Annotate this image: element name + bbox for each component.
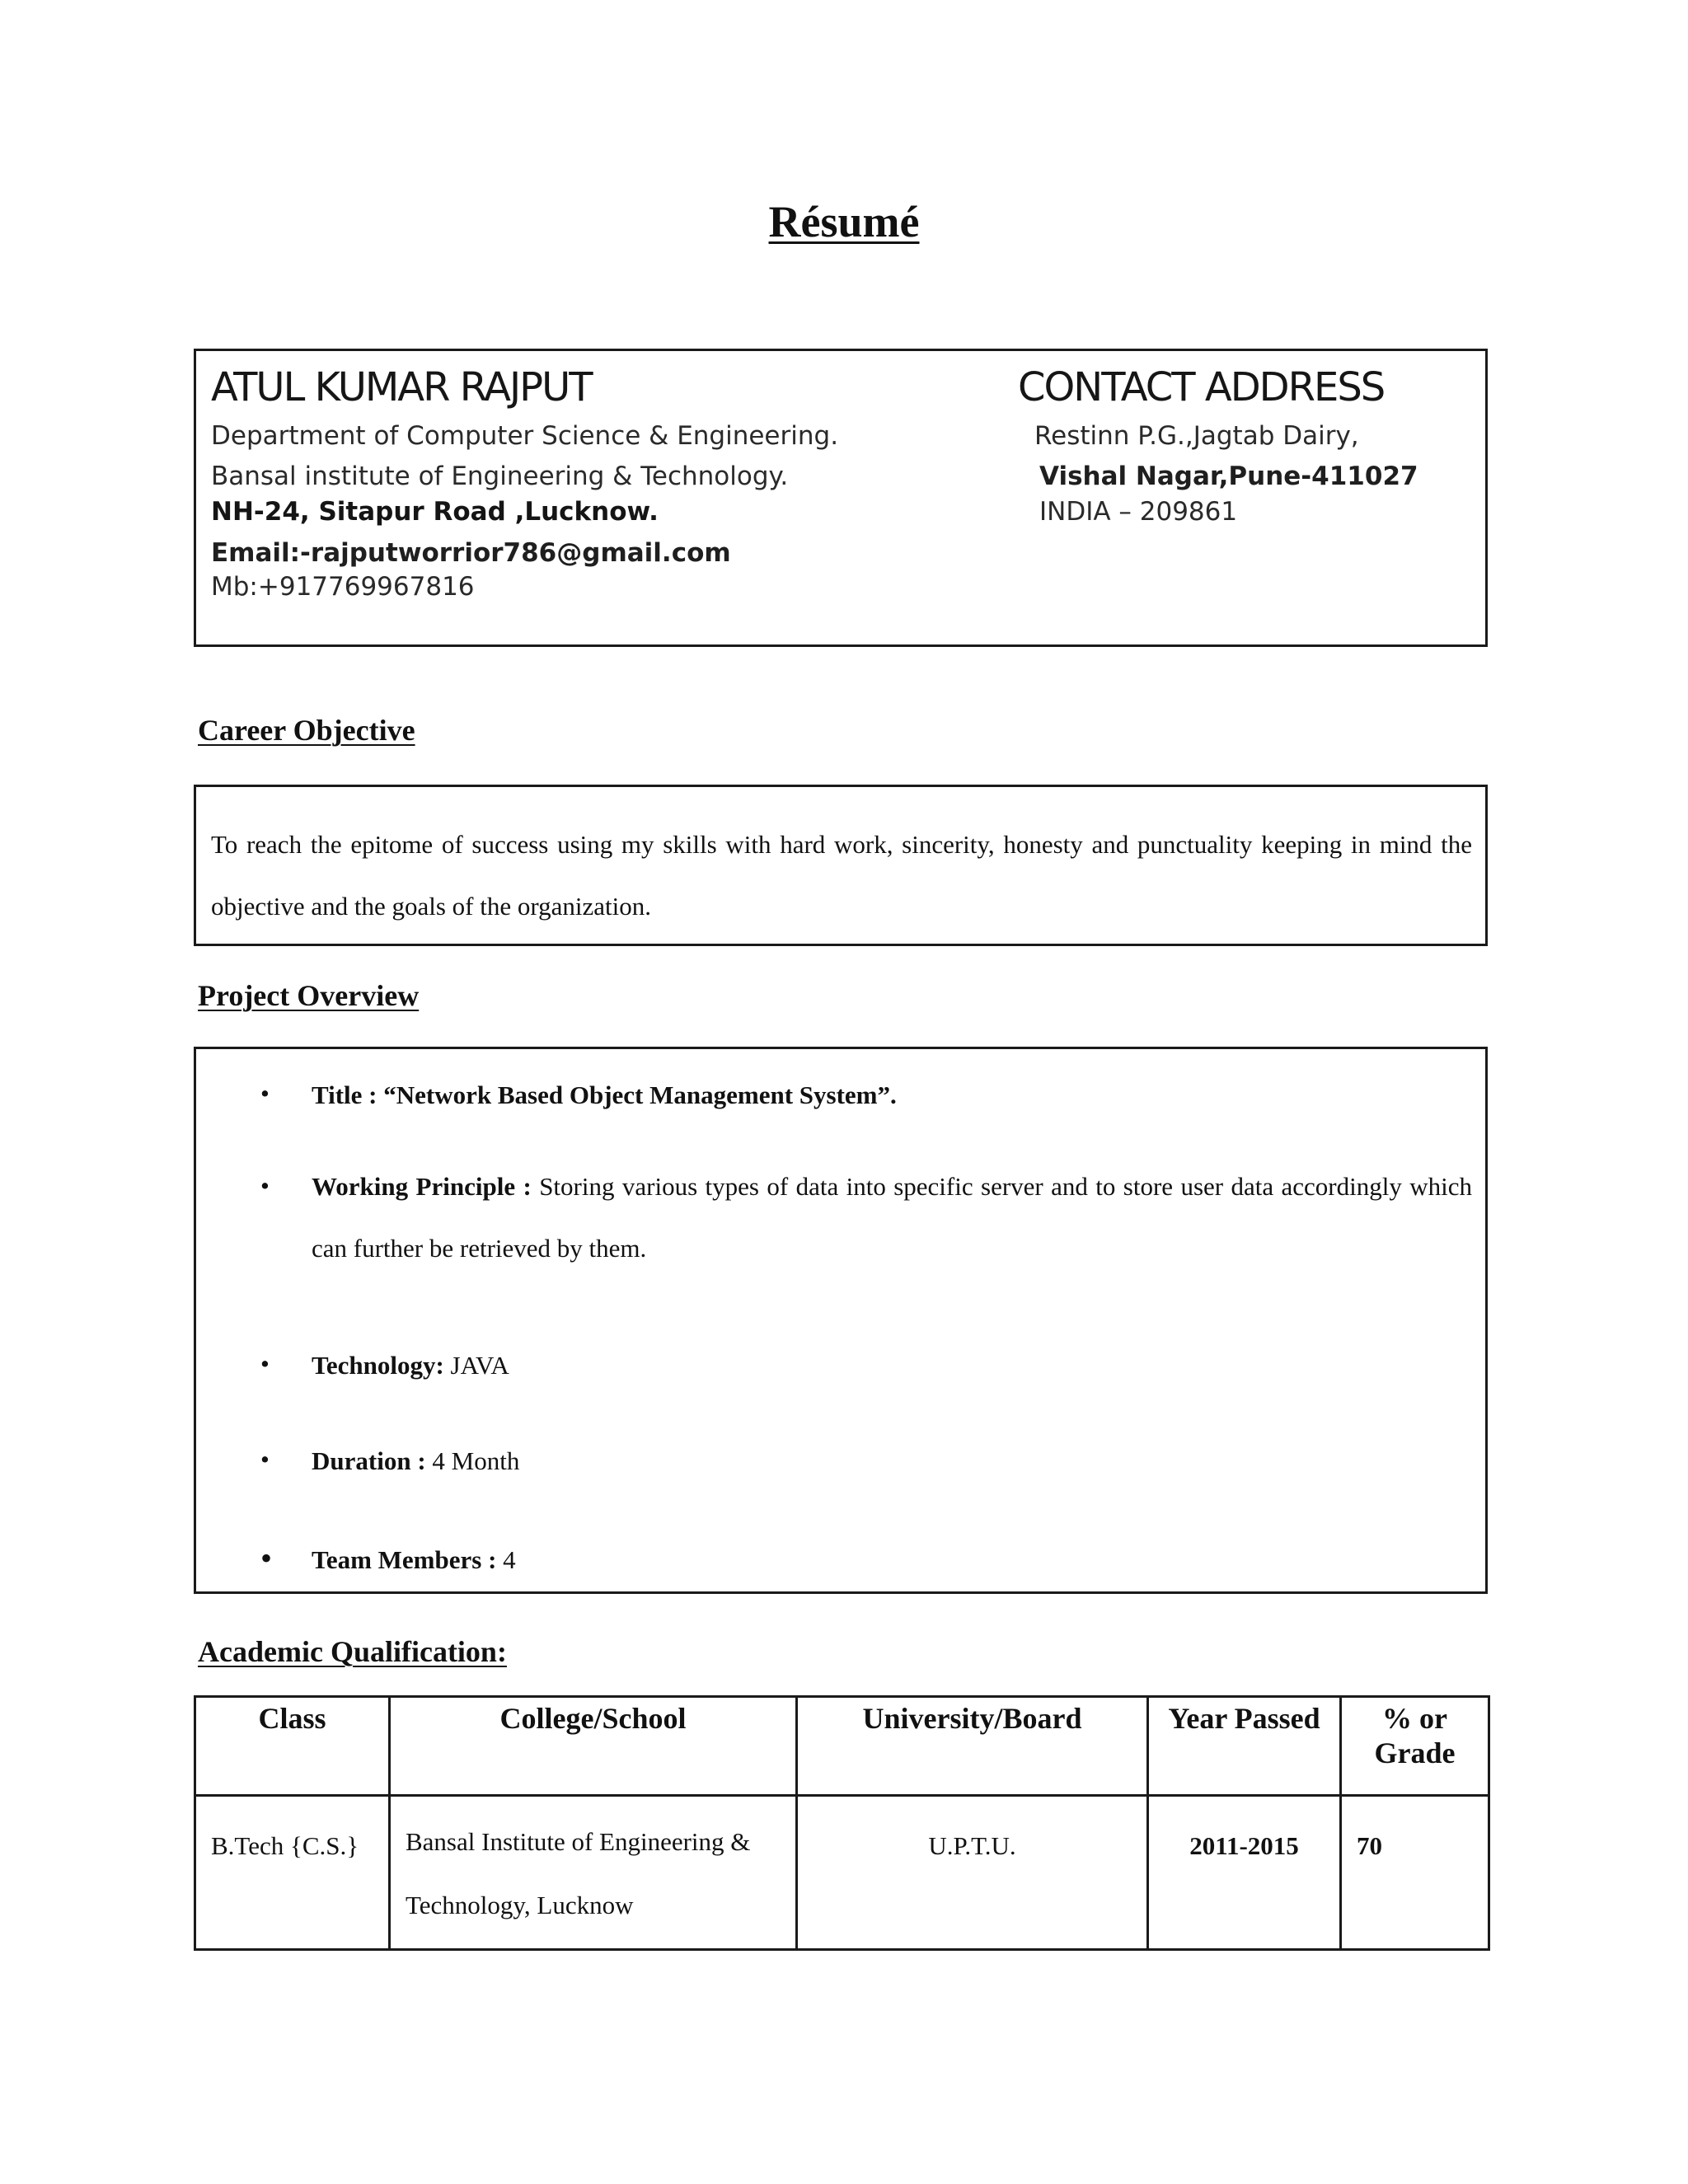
candidate-name: ATUL KUMAR RAJPUT [211,364,592,410]
technology-label: Technology: [312,1351,451,1380]
technology-value: JAVA [450,1351,509,1380]
cell-college: Bansal Institute of Engineering & Technology, Lucknow [390,1796,797,1950]
road-line: NH-24, Sitapur Road ,Lucknow. [211,497,659,527]
team-members-value: 4 [503,1545,516,1574]
page-title: Résumé [768,197,920,246]
project-overview-heading: Project Overview [198,979,420,1012]
column-header-college: College/School [390,1697,797,1796]
career-objective-text: To reach the epitome of success using my skills with hard work, sincerity, honesty and punctuality keeping in mind the objective and the goals of the organization. [211,830,1472,921]
bullet-icon: • [260,1540,273,1577]
academic-qualification-table [194,1695,1490,1951]
column-header-university: University/Board [797,1697,1148,1796]
bullet-icon: • [260,1445,270,1474]
duration-value: 4 Month [432,1446,520,1475]
column-header-year: Year Passed [1148,1697,1341,1796]
bullet-icon: • [260,1171,270,1200]
mobile-line: Mb:+917769967816 [211,572,475,602]
email-line: Email:-rajputworrior786@gmail.com [211,538,731,568]
project-overview-box [194,1047,1488,1594]
contact-line-3: INDIA – 209861 [1039,497,1238,527]
team-members-label: Team Members : [312,1545,504,1574]
duration-label: Duration : [312,1446,433,1475]
table-row [195,1796,1489,1950]
career-objective-box [194,785,1488,946]
academic-qualification-heading: Academic Qualification: [198,1635,507,1668]
bullet-icon: • [260,1079,270,1108]
table-header-row [195,1697,1489,1796]
header-box [194,349,1488,647]
cell-year: 2011-2015 [1148,1796,1341,1950]
contact-line-2: Vishal Nagar,Pune-411027 [1039,462,1418,491]
column-header-grade: % or Grade [1341,1697,1489,1796]
cell-class: B.Tech {C.S.} [195,1796,390,1950]
bullet-icon: • [260,1349,270,1378]
cell-grade: 70 [1341,1796,1489,1950]
career-objective-heading: Career Objective [198,714,415,747]
contact-line-1: Restinn P.G.,Jagtab Dairy, [1034,421,1359,451]
contact-address-heading: CONTACT ADDRESS [1018,364,1385,410]
working-principle-label: Working Principle : [312,1172,540,1201]
project-title-label: Title : “Network Based Object Management System”. [312,1080,897,1109]
department-line: Department of Computer Science & Engineering. [211,421,839,451]
column-header-class: Class [195,1697,390,1796]
cell-university: U.P.T.U. [797,1796,1148,1950]
working-principle-value: Storing various types of data into specific server and to store user data accordingly which can further be retrieved by them. [312,1172,1473,1263]
institute-line: Bansal institute of Engineering & Technology. [211,462,789,491]
